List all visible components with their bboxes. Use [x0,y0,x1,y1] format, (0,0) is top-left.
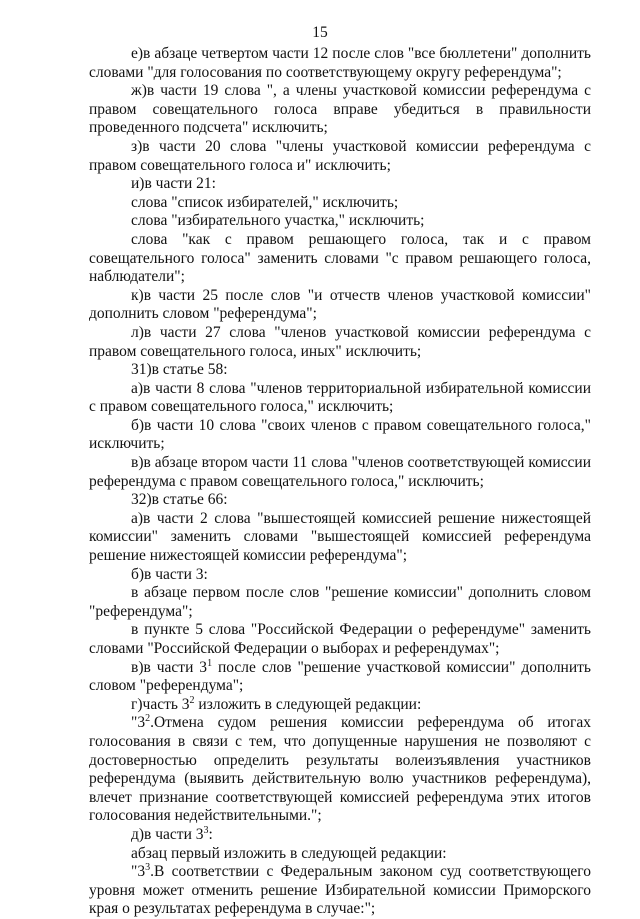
paragraph-text: з)в части 20 слова "члены участковой комиссии референдума с правом совещательного голоса и" исключить; [89,137,591,174]
paragraph [89,138,591,175]
paragraph [89,845,591,864]
paragraph [89,194,591,213]
paragraph-text: в)в абзаце втором части 11 слова "членов соответствующей комиссии референдума с правом совещательного голоса," исключить; [89,454,591,490]
superscript-text: 3 [203,824,209,836]
paragraph [89,714,591,826]
paragraph [89,621,591,658]
paragraph [89,324,591,361]
paragraph-text: а)в части 8 слова "членов территориальной избирательной комиссии с правом совещательного голоса," исключить; [89,379,591,416]
paragraph [89,380,591,417]
paragraph-text: слова "как с правом решающего голоса, так и с правом совещательного голоса" заменить словами "с правом решающего голоса, наблюдатели"; [89,230,591,286]
paragraph-text: после слов "решение участковой комиссии" дополнить словом "референдума"; [89,658,591,695]
paragraph [89,659,591,696]
paragraph [89,696,591,715]
paragraph-text: .В соответствии с Федеральным законом суд соответствующего уровня может отменить решение Избирательной комиссии Приморского края о результатах референдума в случае:"; [89,863,591,918]
paragraph-text: слова "список избирателей," исключить; [131,193,399,211]
paragraph [89,584,591,621]
paragraph-text: г)часть 3 [131,695,190,713]
paragraph [89,454,591,491]
superscript-text: 3 [145,862,151,874]
paragraph-text: "3 [131,863,146,881]
paragraph-text: к)в части 25 после слов "и отчеств членов участковой комиссии" дополнить словом "референдума"; [89,286,591,323]
paragraph-text: д)в части 3 [131,825,204,843]
document-body [89,45,591,919]
paragraph-text: "3 [131,714,146,732]
paragraph-text: а)в части 2 слова "вышестоящей комиссией решение нижестоящей комиссии" заменить словами "вышестоящей комиссией референдума решение нижестоящей комиссии референдума"; [89,509,591,565]
paragraph-text: слова "избирательного участка," исключить; [131,212,425,230]
superscript-text: 1 [207,657,213,669]
paragraph [89,231,591,287]
paragraph [89,361,591,380]
paragraph-text: .Отмена судом решения комиссии референдума об итогах голосования в связи с тем, что допущенные нарушения не позволяют с достоверностью определить результаты волеизъявления участников референдума (выявить действительную волю участников референдума), влечет признание соответствующей комиссией референдума этих итогов голосования недействительными."; [89,714,591,825]
paragraph-text: и)в части 21: [131,175,216,193]
paragraph-text: е)в абзаце четвертом части 12 после слов "все бюллетени" дополнить словами "для голосования по соответствующему округу референдума"; [89,45,591,81]
paragraph [89,863,591,919]
paragraph-text: ж)в части 19 слова ", а члены участковой комиссии референдума с правом совещательного голоса вправе убедиться в правильности проведенного подсчета" исключить; [89,82,591,137]
paragraph-text: изложить в следующей редакции: [194,695,422,713]
paragraph-text: б)в части 3: [131,565,208,583]
paragraph-text: абзац первый изложить в следующей редакции: [131,844,447,862]
superscript-text: 2 [145,713,151,725]
paragraph [89,175,591,194]
paragraph-text: в пункте 5 слова "Российской Федерации о референдуме" заменить словами "Российской Федерации о выборах и референдумах"; [89,621,591,657]
paragraph-text: : [208,825,213,843]
paragraph-text: л)в части 27 слова "членов участковой комиссии референдума с правом совещательного голоса, иных" исключить; [89,323,591,360]
paragraph-text: 31)в статье 58: [131,361,228,379]
paragraph [89,287,591,324]
superscript-text: 2 [189,694,195,706]
paragraph-text: 32)в статье 66: [131,491,228,509]
paragraph [89,82,591,138]
paragraph [89,212,591,231]
paragraph [89,826,591,845]
paragraph [89,510,591,566]
paragraph [89,45,591,82]
paragraph [89,566,591,585]
paragraph [89,417,591,454]
page-number: 15 [312,24,328,41]
paragraph-text: в)в части 3 [131,658,208,676]
paragraph [89,491,591,510]
paragraph-text: в абзаце первом после слов "решение комиссии" дополнить словом "референдума"; [89,584,591,620]
paragraph-text: б)в части 10 слова "своих членов с правом совещательного голоса," исключить; [89,416,591,453]
